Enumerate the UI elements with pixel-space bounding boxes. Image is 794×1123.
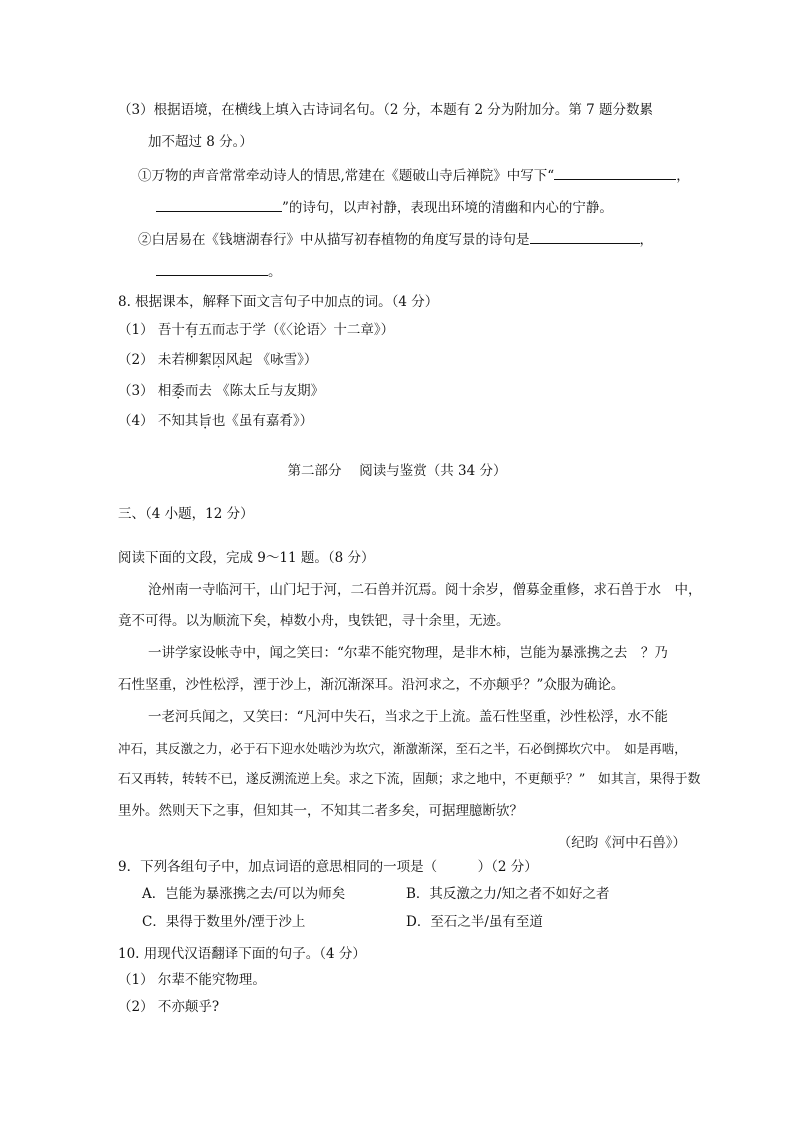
q7-3-line2: 加不超过 8 分。） <box>148 134 253 150</box>
q9-option-d[interactable]: D．至石之半/虽有至道 <box>406 914 543 930</box>
q8-s4-post: 也《虽有嘉肴》） <box>211 413 314 429</box>
q8-s2-pre: （2） 未若柳絮 <box>118 352 212 368</box>
q9-option-a[interactable]: A．岂能为暴涨携之去/可以为师矣 <box>142 886 346 902</box>
q10-sentence-1: （1） 尔辈不能究物理。 <box>118 972 266 988</box>
passage-line-7: 石又再转，转转不已，遂反溯流逆上矣。求之下流，固颠；求之地中，不更颠乎？” 如其言，果得于数 <box>118 772 701 787</box>
q8-s2-dotted-word: 因 <box>211 352 226 368</box>
q10-title: 10. 用现代汉语翻译下面的句子。（4 分） <box>118 946 366 962</box>
q8-s3-dotted-word: 委 <box>171 383 185 399</box>
q8-s3-post: 而去 《陈太丘与友期》 <box>184 383 325 399</box>
q8-s1-post: 五而志于学（《〈论语〉十二章》） <box>198 322 395 338</box>
q7-3-item2-comma: ， <box>639 232 653 248</box>
answer-blank[interactable] <box>156 261 268 276</box>
q7-3-item1-line2 <box>156 197 613 217</box>
q7-3-item2-text: ②白居易在《钱塘湖春行》中从描写初春植物的角度写景的诗句是 <box>138 232 530 248</box>
q8-s4-pre: （4） 不知其 <box>118 413 199 429</box>
q8-title: 8. 根据课本，解释下面文言句子中加点的词。（4 分） <box>118 294 439 310</box>
passage-source: （纪昀《河中石兽》） <box>557 835 686 851</box>
q8-sentence-2 <box>118 351 317 369</box>
q7-3-item2-line2 <box>156 261 282 281</box>
answer-blank[interactable] <box>156 197 282 212</box>
answer-blank[interactable] <box>554 165 676 180</box>
q7-3-line1: （3）根据语境，在横线上填入古诗词名句。（2 分，本题有 2 分为附加分。第 7 题分数累 <box>118 102 654 118</box>
passage-line-6: 冲石，其反激之力，必于石下迎水处啮沙为坎穴，渐激渐深，至石之半，石必倒掷坎穴中。 如是再啮， <box>118 741 687 756</box>
q9-option-b[interactable]: B．其反激之力/知之者不如好之者 <box>406 886 610 902</box>
q7-3-item2-tail: 。 <box>268 264 282 280</box>
q8-s2-post: 风起 《咏雪》） <box>225 352 318 368</box>
q7-3-item1-tail: ”的诗句，以声衬静，表现出环境的清幽和内心的宁静。 <box>282 200 613 216</box>
q7-3-item1-comma: ， <box>676 168 690 184</box>
q7-3-item2-line1 <box>138 229 653 249</box>
passage-line-4: 石性坚重，沙性松浮，湮于沙上，渐沉渐深耳。沿河求之，不亦颠乎？”众服为确论。 <box>118 677 625 693</box>
q8-s4-dotted-word: 旨 <box>198 413 212 429</box>
q7-3-item1-text: ①万物的声音常常牵动诗人的情思,常建在《题破山寺后禅院》中写下“ <box>138 168 555 184</box>
q7-3-item1-line1 <box>138 165 690 185</box>
q8-sentence-3 <box>118 382 324 400</box>
q8-sentence-4 <box>118 412 313 430</box>
part2-title: 第二部分 阅读与鉴赏（共 34 分） <box>287 463 507 479</box>
passage-line-8: 里外。然则天下之事，但知其一，不知其二者多矣，可据理臆断欤？ <box>118 803 523 819</box>
q8-s3-pre: （3） 相 <box>118 383 172 399</box>
q8-s1-dotted-word: 有 <box>184 322 199 338</box>
q9-title: 9．下列各组句子中，加点词语的意思相同的一项是（ ）（2 分） <box>118 859 538 875</box>
passage-line-2: 竟不可得。以为顺流下矣，棹数小舟，曳铁钯，寻十余里，无迹。 <box>118 613 510 629</box>
passage-line-5: 一老河兵闻之，又笑曰：“凡河中失石，当求之于上流。盖石性坚重，沙性松浮，水不能 <box>148 709 668 725</box>
q9-option-c[interactable]: C．果得于数里外/湮于沙上 <box>142 914 306 930</box>
q10-sentence-2: （2） 不亦颠乎? <box>118 999 220 1015</box>
q8-sentence-1 <box>118 321 394 339</box>
section-3-heading: 三、（4 小题，12 分） <box>118 506 254 522</box>
passage-line-1: 沧州南一寺临河干，山门圮于河，二石兽并沉焉。阅十余岁，僧募金重修，求石兽于水 中， <box>148 582 702 598</box>
answer-blank[interactable] <box>530 229 640 244</box>
reading-intro: 阅读下面的文段，完成 9～11 题。（8 分） <box>118 550 375 566</box>
passage-line-3: 一讲学家设帐寺中，闻之笑曰：“尔辈不能究物理，是非木柿，岂能为暴涨携之去 ？乃 <box>148 645 668 661</box>
q8-s1-pre: （1） 吾十 <box>118 322 185 338</box>
